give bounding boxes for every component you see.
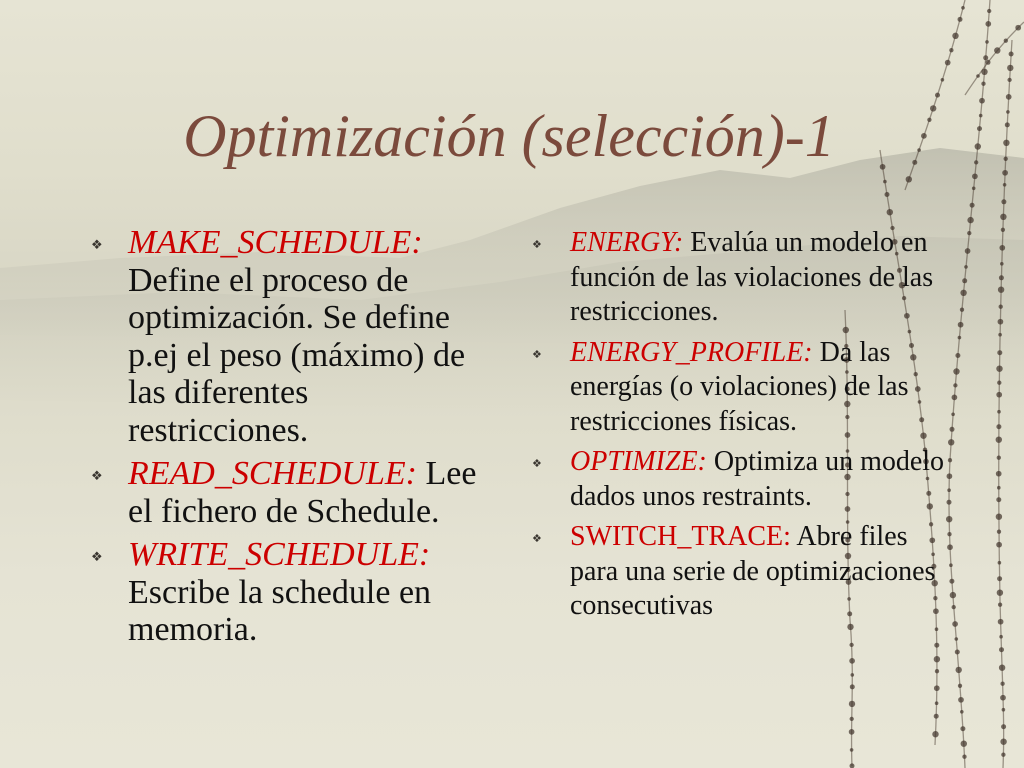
willow-bud — [997, 381, 1001, 385]
bullet-item-energy — [570, 226, 954, 330]
willow-bud — [998, 603, 1002, 607]
willow-bud — [983, 55, 988, 60]
bullet-label: WRITE_SCHEDULE: — [128, 536, 431, 573]
willow-bud — [906, 176, 912, 182]
willow-bud — [958, 322, 964, 328]
bullet-label: SWITCH_TRACE: — [570, 521, 791, 552]
willow-bud — [958, 336, 962, 340]
willow-bud — [1003, 183, 1007, 187]
willow-bud — [998, 619, 1004, 625]
diamond-bullet-icon — [532, 533, 542, 544]
willow-bud — [981, 69, 987, 75]
willow-bud — [958, 684, 962, 688]
bullet-item-optimize — [570, 445, 954, 514]
willow-bud — [1001, 228, 1005, 232]
bullet-text: Evalúa un modelo en función de las violaciones de las restricciones. — [570, 227, 934, 327]
willow-bud — [962, 755, 966, 759]
willow-bud — [1006, 94, 1012, 100]
willow-bud — [887, 209, 893, 215]
willow-bud — [935, 93, 940, 98]
willow-bud — [955, 353, 960, 358]
bullet-text: Da las energías (o violaciones) de las restricciones físicas. — [570, 336, 909, 437]
willow-bud — [997, 576, 1002, 581]
willow-bud — [998, 319, 1004, 325]
willow-bud — [972, 187, 976, 191]
willow-bud — [934, 656, 940, 662]
willow-bud — [999, 635, 1003, 639]
willow-bud — [1009, 52, 1014, 57]
bullet-item-make-schedule — [128, 224, 484, 449]
willow-bud — [996, 497, 1001, 502]
right-bullet-list — [570, 226, 954, 630]
willow-bud — [934, 643, 939, 648]
bullet-text: Define el proceso de optimización. Se define p.ej el peso (máximo) de las diferentes restricciones. — [128, 261, 466, 449]
willow-bud — [997, 530, 1001, 534]
willow-bud — [1004, 39, 1008, 43]
willow-bud — [997, 350, 1002, 355]
willow-bud — [953, 368, 959, 374]
willow-bud — [851, 673, 855, 677]
willow-bud — [958, 17, 963, 22]
willow-bud — [955, 637, 959, 641]
willow-bud — [945, 60, 951, 66]
willow-bud — [964, 265, 968, 269]
willow-bud — [999, 245, 1005, 251]
willow-bud — [960, 710, 964, 714]
willow-bud — [885, 192, 890, 197]
willow-bud — [935, 669, 939, 673]
bullet-label: MAKE_SCHEDULE: — [128, 224, 423, 261]
willow-bud — [999, 665, 1005, 671]
willow-bud — [949, 48, 953, 52]
diamond-bullet-icon — [532, 349, 542, 360]
bullet-label: ENERGY_PROFILE: — [570, 336, 813, 368]
willow-bud — [997, 410, 1001, 414]
willow-bud — [972, 173, 978, 179]
willow-bud — [941, 78, 945, 82]
willow-bud — [934, 714, 939, 719]
willow-bud — [850, 684, 855, 689]
bullet-label: ENERGY: — [570, 227, 684, 258]
willow-bud — [976, 74, 980, 78]
willow-bud — [986, 60, 991, 65]
willow-bud — [960, 290, 966, 296]
willow-bud — [850, 748, 854, 752]
willow-bud — [932, 731, 938, 737]
willow-bud — [850, 717, 854, 721]
willow-bud — [997, 590, 1003, 596]
willow-branch — [965, 22, 1024, 95]
willow-bud — [996, 392, 1002, 398]
willow-bud — [1007, 78, 1011, 82]
willow-bud — [1000, 739, 1006, 745]
willow-bud — [996, 514, 1002, 520]
willow-bud — [849, 729, 855, 735]
willow-bud — [962, 278, 967, 283]
willow-bud — [849, 658, 855, 664]
willow-bud — [994, 47, 1000, 53]
willow-bud — [999, 275, 1004, 280]
diamond-bullet-icon — [532, 239, 542, 250]
willow-bud — [1000, 695, 1006, 701]
willow-bud — [967, 217, 973, 223]
bullet-text: Optimiza un modelo dados unos restraints. — [570, 446, 945, 512]
willow-bud — [981, 82, 985, 86]
bullet-label: READ_SCHEDULE: — [128, 455, 417, 492]
diamond-bullet-icon — [91, 239, 103, 252]
willow-bud — [935, 701, 939, 705]
willow-bud — [1000, 682, 1004, 686]
willow-bud — [996, 471, 1002, 477]
willow-bud — [997, 486, 1001, 490]
left-bullet-list — [128, 224, 484, 655]
willow-bud — [1001, 724, 1006, 729]
willow-bud — [958, 697, 964, 703]
willow-bud — [999, 305, 1003, 309]
willow-bud — [996, 437, 1002, 443]
willow-bud — [961, 741, 967, 747]
willow-bud — [955, 650, 960, 655]
bullet-text: Lee el fichero de Schedule. — [128, 455, 477, 530]
willow-bud — [996, 542, 1002, 548]
willow-bud — [1000, 262, 1004, 266]
willow-bud — [1015, 25, 1021, 31]
willow-bud — [965, 248, 971, 254]
willow-bud — [998, 287, 1004, 293]
willow-bud — [970, 203, 975, 208]
willow-bud — [997, 456, 1001, 460]
diamond-bullet-icon — [91, 470, 103, 483]
bullet-text: Abre files para una serie de optimizaciones consecutivas — [570, 521, 936, 621]
willow-bud — [956, 667, 962, 673]
bullet-text: Escribe la schedule en memoria. — [128, 573, 432, 648]
diamond-bullet-icon — [91, 551, 103, 564]
diamond-bullet-icon — [532, 458, 542, 469]
willow-bud — [1000, 214, 1006, 220]
bullet-item-energy-profile — [570, 336, 954, 440]
willow-bud — [998, 561, 1002, 565]
willow-bud — [985, 21, 991, 27]
willow-bud — [934, 685, 940, 691]
willow-bud — [1007, 65, 1013, 71]
willow-bud — [960, 308, 964, 312]
slide-title: Optimización (selección)-1 — [183, 103, 835, 169]
bullet-item-switch-trace — [570, 520, 954, 624]
willow-bud — [999, 647, 1004, 652]
willow-bud — [849, 643, 853, 647]
willow-bud — [1001, 199, 1006, 204]
willow-bud — [960, 726, 965, 731]
willow-bud — [996, 424, 1001, 429]
willow-bud — [996, 366, 1002, 372]
willow-bud — [1002, 708, 1006, 712]
willow-bud — [967, 231, 971, 235]
willow-bud — [883, 180, 887, 184]
willow-bud — [850, 763, 855, 768]
willow-bud — [998, 333, 1002, 337]
bullet-label: OPTIMIZE: — [570, 446, 707, 477]
bullet-item-read-schedule — [128, 455, 484, 530]
bullet-item-write-schedule — [128, 536, 484, 649]
willow-bud — [1001, 753, 1005, 757]
willow-bud — [961, 6, 965, 10]
willow-bud — [985, 40, 989, 44]
willow-bud — [952, 33, 958, 39]
willow-bud — [849, 701, 855, 707]
willow-bud — [987, 9, 991, 13]
